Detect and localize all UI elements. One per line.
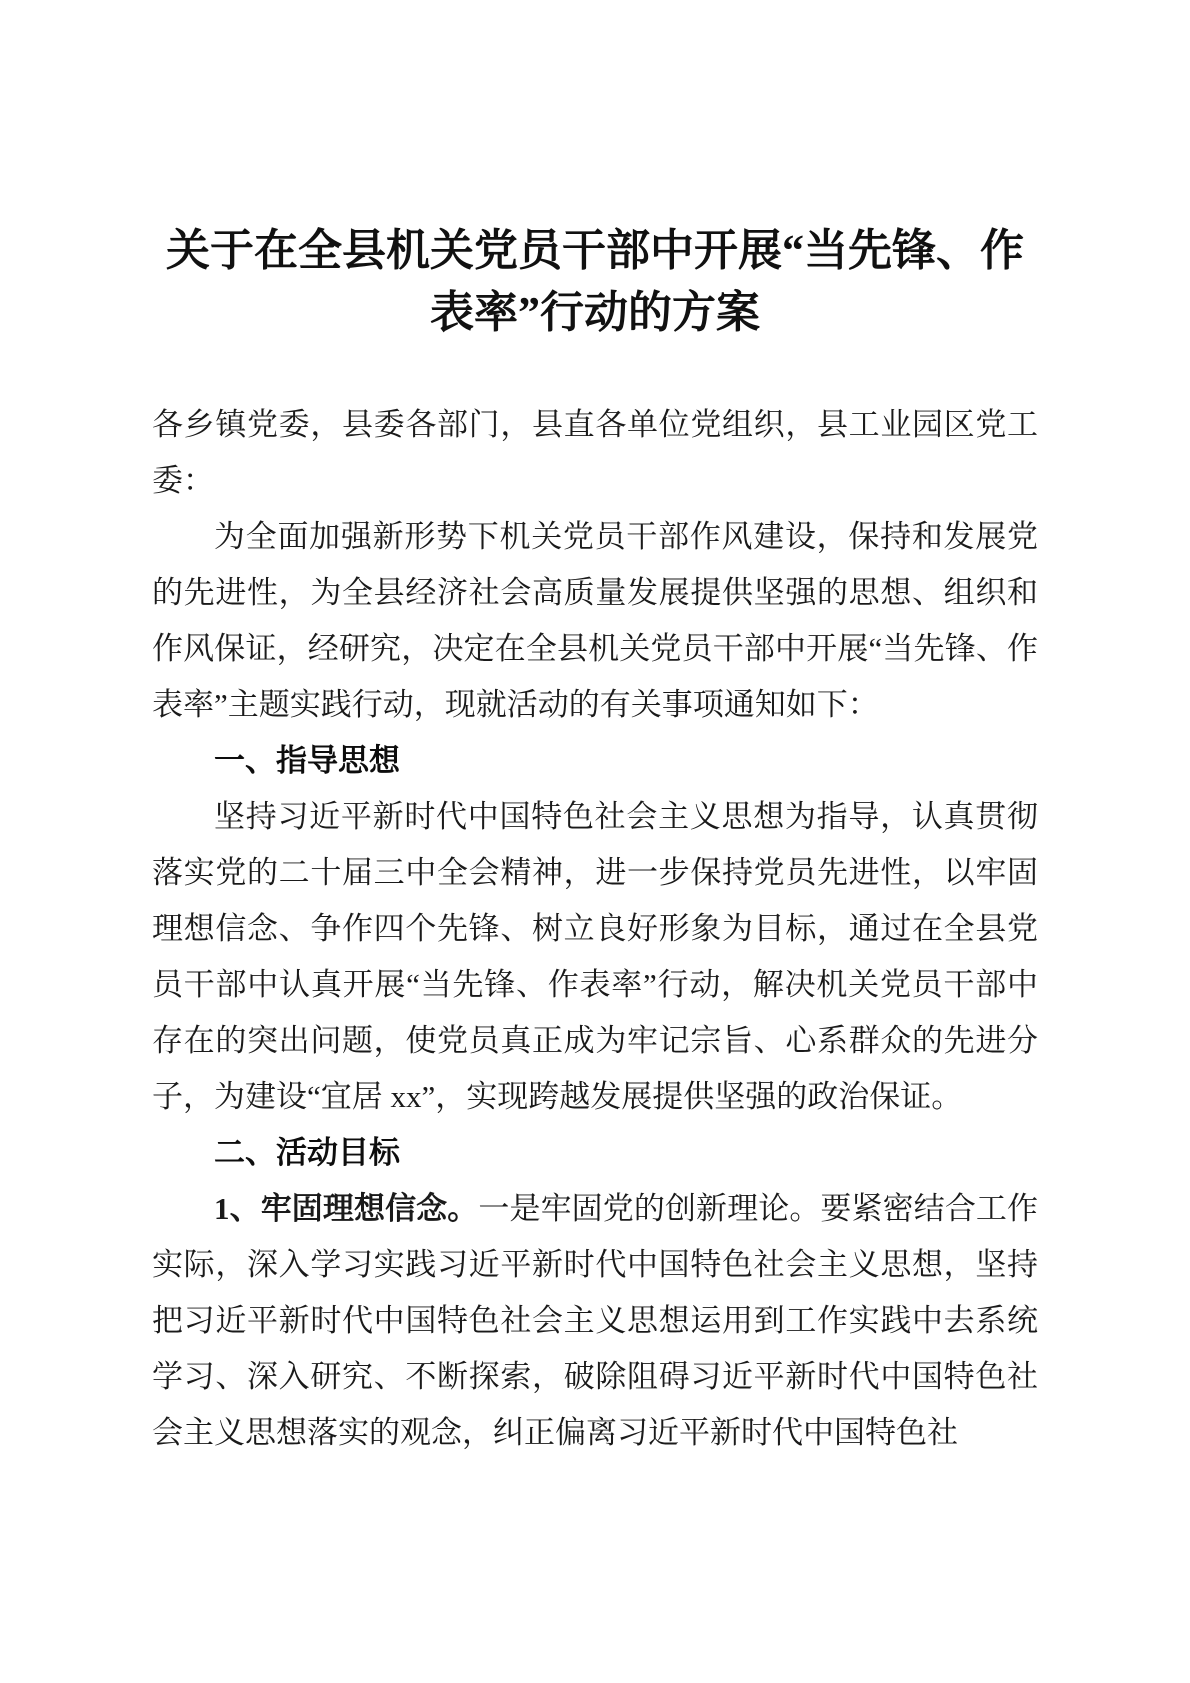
section-heading-guiding-ideology: 一、指导思想 (214, 743, 400, 778)
section-heading-activity-goals: 二、活动目标 (214, 1135, 400, 1170)
paragraph-lead-bold: 1、牢固理想信念。 (214, 1191, 479, 1226)
activity-goal-paragraph-1 (152, 1181, 1038, 1461)
paragraph-body-text: 一是牢固党的创新理论。要紧密结合工作实际，深入学习实践习近平新时代中国特色社会主义思想，坚持把习近平新时代中国特色社会主义思想运用到工作实践中去系统学习、深入研究、不断探索，破除阻碍习近平新时代中国特色社会主义思想落实的观念，纠正偏离习近平新时代中国特色社 (152, 1191, 1039, 1450)
salutation-line: 各乡镇党委，县委各部门，县直各单位党组织，县工业园区党工委： (152, 407, 1038, 498)
guiding-ideology-paragraph: 坚持习近平新时代中国特色社会主义思想为指导，认真贯彻落实党的二十届三中全会精神，进一步保持党员先进性，以牢固理想信念、争作四个先锋、树立良好形象为目标，通过在全县党员干部中认真开展“当先锋、作表率”行动，解决机关党员干部中存在的突出问题，使党员真正成为牢记宗旨、心系群众的先进分子，为建设“宜居 xx”，实现跨越发展提供坚强的政治保证。 (152, 799, 1038, 1114)
document-title: 关于在全县机关党员干部中开展“当先锋、作表率”行动的方案 (166, 226, 1024, 337)
document-body (152, 397, 1038, 1461)
intro-paragraph: 为全面加强新形势下机关党员干部作风建设，保持和发展党的先进性，为全县经济社会高质量发展提供坚强的思想、组织和作风保证，经研究，决定在全县机关党员干部中开展“当先锋、作表率”主题实践行动，现就活动的有关事项通知如下： (152, 519, 1038, 722)
